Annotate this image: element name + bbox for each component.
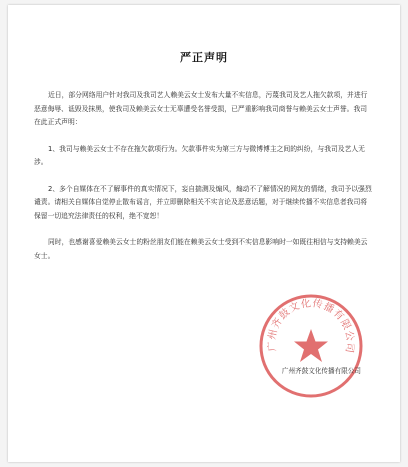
document-title: 严正声明 xyxy=(180,51,228,64)
document-body xyxy=(34,89,372,263)
statement-document xyxy=(8,5,400,462)
paragraph-intro: 近日，部分网络用户针对我司及我司艺人赖美云女士发布大量不实信息，污蔑我司及艺人拖欠款项，并进行恶意侮辱、诋毁及抹黑，使我司及赖美云女士无辜遭受名誉受损，已严重影响我司商誉与赖美云女士声誉。我司在此正式声明： xyxy=(34,91,368,126)
paragraph-point-1: 1、我司与赖美云女士不存在拖欠款项行为。欠款事件实为第三方与微博博主之间的纠纷，与我司及艺人无涉。 xyxy=(34,144,365,166)
paragraph-thanks: 同时，也感谢喜爱赖美云女士的粉丝朋友们能在赖美云女士受到不实信息影响时一如既往相信与支持赖美云女士。 xyxy=(34,238,368,260)
company-seal xyxy=(256,291,366,401)
seal-text: 广州齐鼓文化传播有限公司 xyxy=(266,298,356,355)
paragraph-point-2: 2、多个自媒体在不了解事件的真实情况下，妄自揣测及煽风，煽动不了解情况的网友的情绪，我司予以强烈谴责。请相关自媒体自觉停止散布谣言，并立即删除相关不实言论及恶意话题，对于继续传播不实信息者我司将保留一切追究法律责任的权利，绝不宽恕！ xyxy=(34,184,372,220)
seal-star-icon xyxy=(294,329,328,362)
company-signature: 广州齐鼓文化传播有限公司 xyxy=(281,367,361,375)
